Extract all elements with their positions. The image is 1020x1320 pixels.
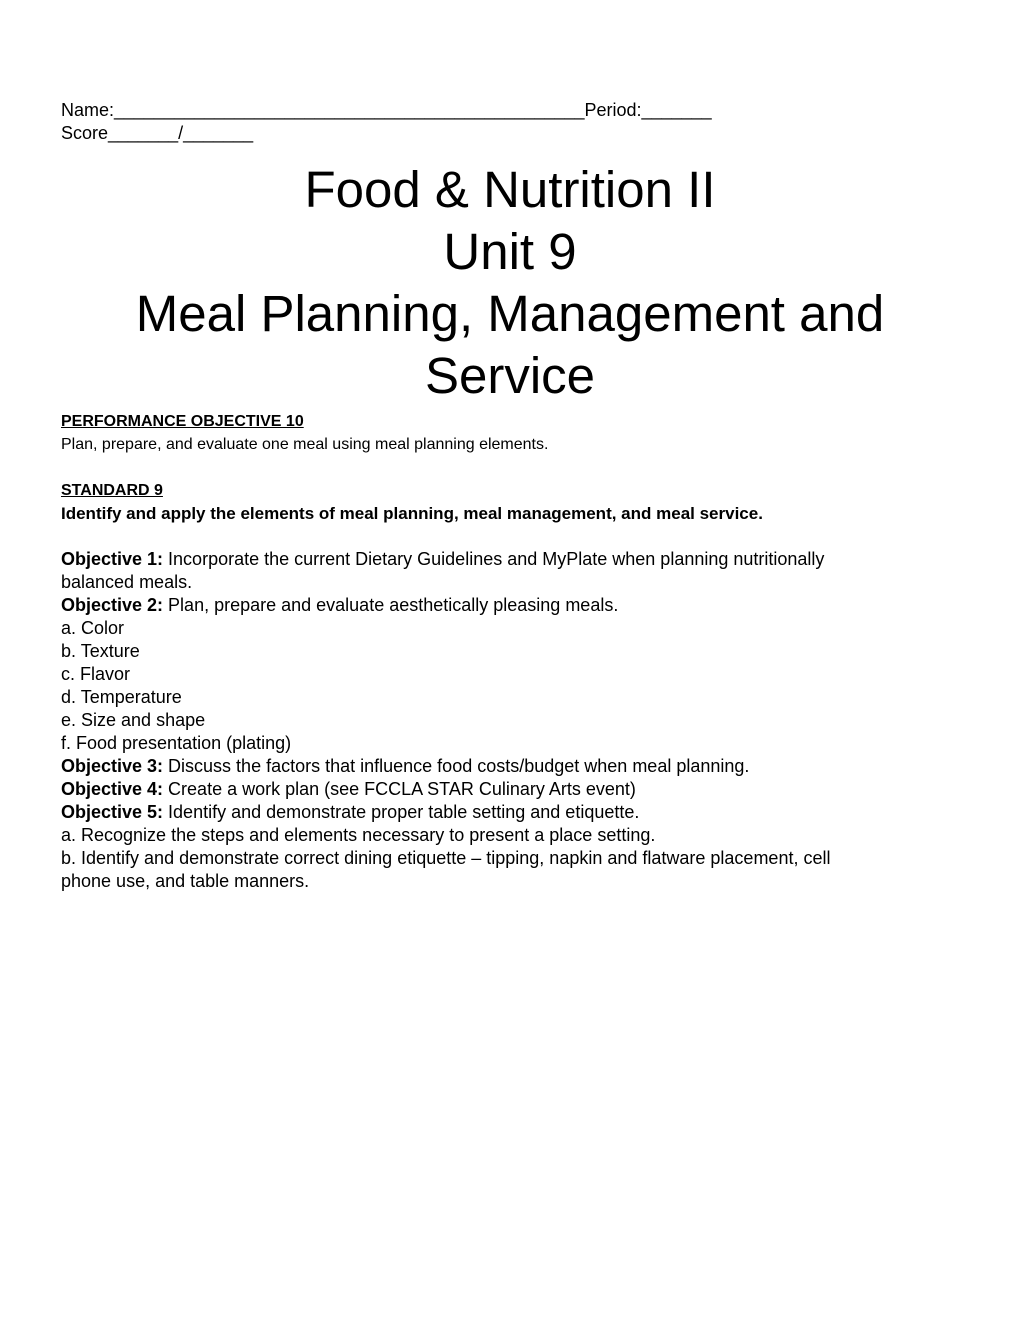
objective-2-text: Plan, prepare and evaluate aesthetically pleasing meals. [163, 595, 619, 615]
objective-2-item-texture: b. Texture [61, 641, 140, 661]
objective-5-label: Objective 5: [61, 802, 164, 822]
objective-2-item-flavor: c. Flavor [61, 664, 131, 684]
objective-2-item-size-shape: e. Size and shape [61, 710, 206, 730]
objective-2-item-presentation: f. Food presentation (plating) [61, 733, 292, 753]
worksheet-page [61, 99, 961, 893]
objective-5-item-place-setting: a. Recognize the steps and elements necessary to present a place setting. [61, 825, 656, 845]
title-line-topic-cont: Service [424, 347, 596, 404]
objective-5-item-etiquette: b. Identify and demonstrate correct dining etiquette – tipping, napkin and flatware placement, cell [61, 848, 831, 868]
standard-heading: STANDARD 9 [61, 482, 163, 499]
title-line-topic: Meal Planning, Management and [135, 285, 885, 342]
objective-2-label: Objective 2: [61, 595, 164, 615]
objective-1-text: Incorporate the current Dietary Guidelines and MyPlate when planning nutritionally [163, 549, 825, 569]
objective-3-label: Objective 3: [61, 756, 164, 776]
objective-1-continued: balanced meals. [61, 572, 193, 592]
name-period-line: Name:_______________________________________________Period:_______ [61, 100, 712, 120]
objective-5 [61, 801, 961, 824]
performance-objective-heading: PERFORMANCE OBJECTIVE 10 [61, 413, 304, 430]
objective-1 [61, 548, 961, 571]
objective-4-label: Objective 4: [61, 779, 164, 799]
score-line: Score_______/_______ [61, 123, 254, 143]
performance-objective-text: Plan, prepare, and evaluate one meal using meal planning elements. [61, 436, 549, 453]
objective-3 [61, 755, 961, 778]
objective-3-text: Discuss the factors that influence food costs/budget when meal planning. [163, 756, 750, 776]
objective-4 [61, 778, 961, 801]
title-line-unit: Unit 9 [443, 223, 577, 280]
objective-4-text: Create a work plan (see FCCLA STAR Culinary Arts event) [163, 779, 636, 799]
objective-2-item-temperature: d. Temperature [61, 687, 182, 707]
spacer [61, 456, 961, 479]
objective-5-item-etiquette-cont: phone use, and table manners. [61, 871, 310, 891]
standard-text: Identify and apply the elements of meal planning, meal management, and meal service. [61, 504, 763, 523]
objective-1-label: Objective 1: [61, 549, 164, 569]
page-title [0, 159, 1020, 407]
spacer [61, 525, 961, 548]
objective-2-item-color: a. Color [61, 618, 125, 638]
objective-5-text: Identify and demonstrate proper table setting and etiquette. [163, 802, 640, 822]
title-line-course: Food & Nutrition II [304, 161, 716, 218]
objective-2 [61, 594, 961, 617]
